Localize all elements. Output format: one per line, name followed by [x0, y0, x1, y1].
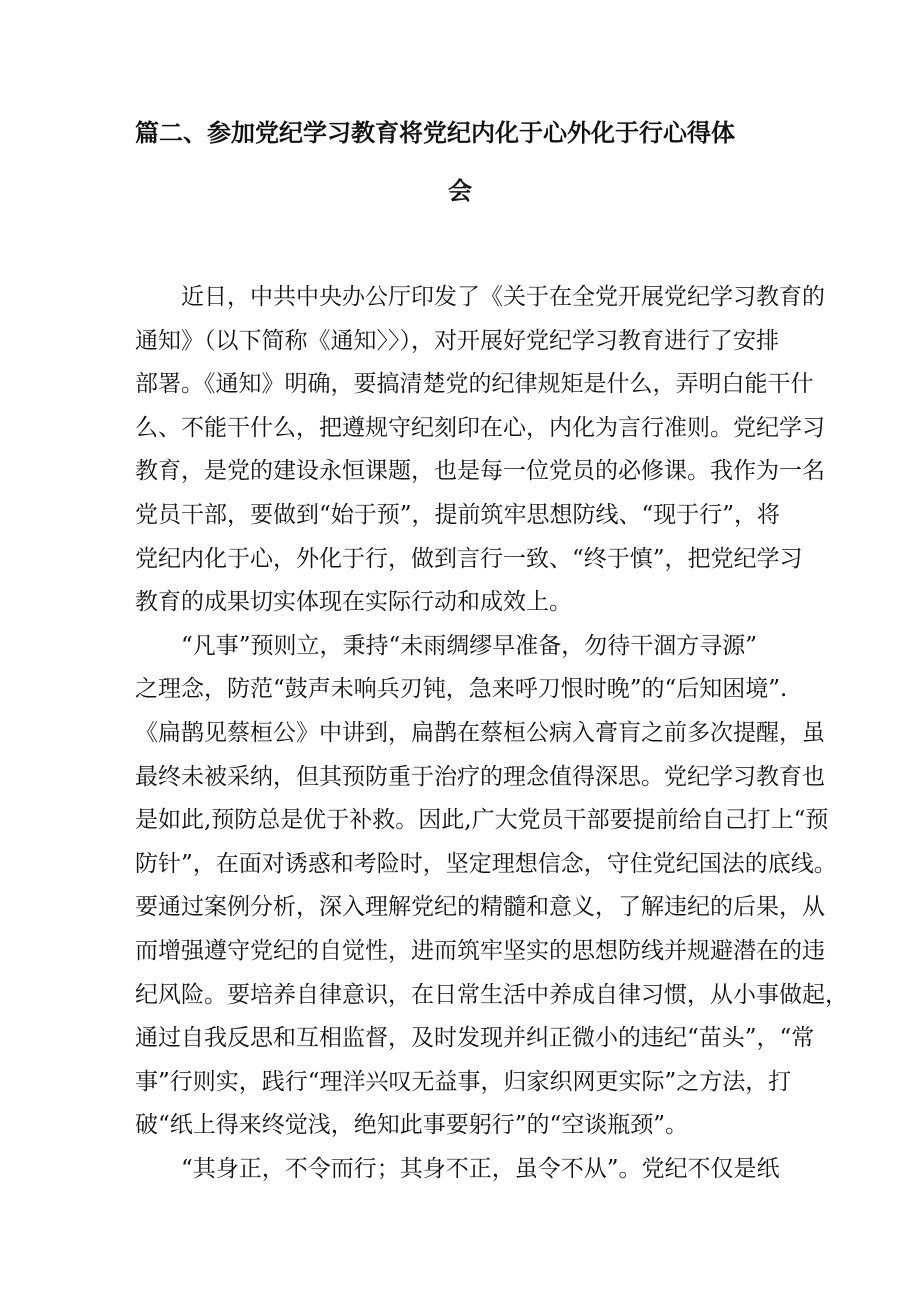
document-title: 篇二、参加党纪学习教育将党纪内化于心外化于行心得体 — [135, 119, 735, 147]
paragraph-line: 而增强遵守党纪的自觉性，进而筑牢坚实的思想防线并规避潜在的违 — [135, 937, 825, 964]
paragraph-line: 党员干部，要做到“始于预”，提前筑牢思想防线、“现于行”，将 — [135, 501, 781, 528]
paragraph-line: “其身正，不令而行；其身不正，虽令不从”。党纪不仅是纸 — [181, 1155, 780, 1182]
paragraph-line: 通过自我反思和互相监督，及时发现并纠正微小的违纪“苗头”，“常 — [135, 1025, 815, 1052]
paragraph-line: 之理念，防范“鼓声未响兵刃钝，急来呼刀恨时晚”的“后知困境”. — [135, 676, 788, 703]
document-title-continuation: 会 — [448, 177, 472, 205]
paragraph-line: 纪风险。要培养自律意识，在日常生活中养成自律习惯，从小事做起， — [135, 981, 848, 1008]
paragraph-line: 《扁鹊见蔡桓公》中讲到，扁鹊在蔡桓公病入膏肓之前多次提醒，虽 — [135, 719, 825, 746]
paragraph-line: 要通过案例分析，深入理解党纪的精髓和意义，了解违纪的后果，从 — [135, 894, 825, 921]
paragraph-line: 部署。《通知》明确，要搞清楚党的纪律规矩是什么，弄明白能干什 — [135, 371, 814, 398]
paragraph-line: 是如此,预防总是优于补救。因此,广大党员干部要提前给自己打上“预 — [135, 807, 829, 834]
paragraph-line: 教育的成果切实体现在实际行动和成效上。 — [135, 589, 572, 616]
paragraph-line: 教育，是党的建设永恒课题，也是每一位党员的必修课。我作为一名 — [135, 458, 825, 485]
paragraph-line: 防针”，在面对诱惑和考险时，坚定理想信念，守住党纪国法的底线。 — [135, 850, 837, 877]
paragraph-line: 党纪内化于心，外化于行，做到言行一致、“终于慎”，把党纪学习 — [135, 545, 803, 572]
document-body — [135, 276, 848, 1191]
paragraph-line: 破“纸上得来终觉浅，绝知此事要躬行”的“空谈瓶颈”。 — [135, 1112, 689, 1139]
paragraph-line: 么、不能干什么，把遵规守纪刻印在心，内化为言行准则。党纪学习 — [135, 414, 825, 441]
paragraph-line: 近日，中共中央办公厅印发了《关于在全党开展党纪学习教育的 — [181, 284, 825, 310]
paragraph-line: 最终未被采纳，但其预防重于治疗的理念值得深思。党纪学习教育也 — [135, 763, 825, 790]
paragraph-line: “凡事”预则立，秉持“未雨绸缪早准备，勿待干涸方寻源” — [181, 632, 758, 659]
paragraph-line: 通知》（以下简称《通知〉〉），对开展好党纪学习教育进行了安排 — [135, 327, 779, 354]
paragraph-line: 事”行则实，践行“理洋兴叹无益事，归家织网更实际”之方法，打 — [135, 1068, 792, 1095]
